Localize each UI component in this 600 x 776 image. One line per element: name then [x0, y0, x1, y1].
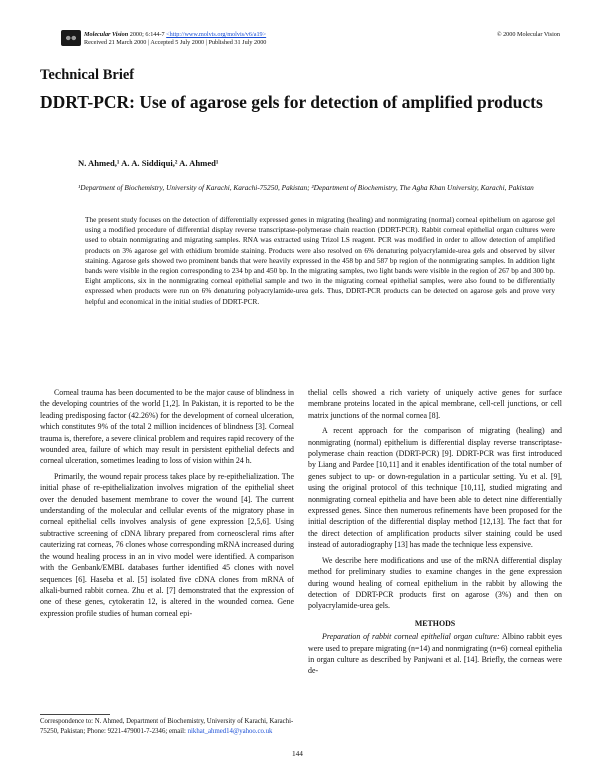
authors: N. Ahmed,¹ A. A. Siddiqui,² A. Ahmed¹ — [78, 158, 219, 168]
paragraph: Primarily, the wound repair process takes place by re-epithelialization. The initial phase of re-epithelialization involves migration of the epithelial sheet over the denuded basement membrane to cover the wound [4]. The current understanding of the molecular and cellular events of the migratory phase in corneal epithelial cells involves analysis of gene expression [2,5,6]. Using subtractive screening of cDNA library prepared from corneoscleral rims after cauterizing rat corneas, 76 clones whose corresponding mRNA increased during the wound healing process in an in vivo model were identified. A comparison with the Genbank/EMBL databases further identified 45 clones with novel sequences [6]. Haseba et al. [5] isolated five cDNA clones from mRNA of alkali-burned rabbit cornea. Zhu et al. [7] demonstrated that the expression of one of these genes, cytokeratin 12, is altered in the wounded cornea. Gene expression profile studies of human corneal epi- — [40, 471, 294, 618]
journal-name: Molecular Vision — [84, 31, 129, 38]
paragraph: We describe here modifications and use of the mRNA differential display method for preliminary studies to examine changes in the gene expression during wound healing of corneal epithelium in the rabbit by allowing the detection of DDRT-PCR products first on agarose (3%) and then on polyacrylamide-urea gels. — [308, 555, 562, 611]
section-label: Technical Brief — [40, 67, 135, 83]
methods-heading: METHODS — [414, 618, 456, 628]
page-number: 144 — [292, 749, 303, 758]
journal-citation — [84, 31, 266, 39]
body-column-right — [308, 387, 562, 677]
publication-dates: Received 21 March 2000 | Accepted 5 July 2000 | Published 31 July 2000 — [84, 39, 267, 46]
email-link[interactable]: nikhat_ahmed14@yahoo.co.uk — [187, 727, 273, 735]
paragraph: A recent approach for the comparison of migrating (healing) and nonmigrating (normal) epithelium is differential display reverse transcriptase-polymerase chain reaction (DDRT-PCR) [9]. DDRT-PCR was first introduced by Liang and Pardee [10,11] and it enables identification of the total number of genes subject to up- or down-regulation in a particular setting. Yu et al. [9], using the original protocol of this technique [10,11], studied migrating and nonmigrating corneal epithelia and have been able to detect nine differentially expressed genes. Since then numerous refinements have been proposed for the initial description of the differential display method [12,13]. The fact that for the direct detection of amplification products silver staining could be used instead of autoradiography [13] has made the technique less expensive. — [308, 426, 562, 550]
paragraph: Corneal trauma has been documented to be the major cause of blindness in the developing countries of the world [1,2]. In Pakistan, it is reported to be the leading predisposing factor (42.26%) for the development of corneal ulceration, which constitutes 9% of the total 2 million incidences of blindness [3]. Corneal trauma is, therefore, a severe clinical problem and requires rapid recovery of the wounded area, failure of which may result in persistent epithelial defects and corneal ulceration, sometimes leading to loss of vision within 24 h. — [40, 388, 294, 466]
affiliations: ¹Department of Biochemistry, University of Karachi, Karachi-75250, Pakistan; ²Department of Biochemistry, The Agha Khan University, Karachi, Pakistan — [78, 183, 534, 192]
footnote-divider — [40, 714, 110, 715]
correspondence-footnote — [40, 717, 294, 736]
footnote-text: Correspondence to: N. Ahmed, Department of Biochemistry, University of Karachi, Karachi-75250, Pakistan; Phone: 9221-479001-7-2346; email: — [40, 718, 294, 735]
methods-text: Albino rabbit eyes were used to prepare migrating (n=14) and nonmigrating (n=6) corneal epithelia in organ culture as described by Panjwani et al. [14]. Briefly, the corneas were de- — [308, 632, 563, 676]
methods-paragraph — [308, 631, 562, 677]
paper-title: DDRT-PCR: Use of agarose gels for detection of amplified products — [40, 92, 543, 112]
copyright: © 2000 Molecular Vision — [496, 31, 560, 38]
abstract: The present study focuses on the detection of differentially expressed genes in migrating (healing) and nonmigrating (normal) corneal epithelium on agarose gel using a modified procedure of differential display reverse transcriptase-polymerase chain reaction (DDRT-PCR). Rabbit corneal epithelial organ cultures were used to obtain nonmigrating and migrating samples. RNA was extracted using Trizol LS reagent. PCR was modified in order to allow detection of amplified products on 3% agarose gel with ethidium bromide staining. Products were also resolved on 6% denaturing polyacrylamide-urea gels and observed by silver staining. Agarose gels showed two prominent bands that were heavily expressed in the 458 bp and 587 bp region of the nonmigrating samples. In addition light bands were visible in the region corresponding to 234 bp and 450 bp. In the migrating samples, two light bands were visible in the region of 267 bp and 300 bp. Eight amplicons, six in the nonmigrating corneal epithelial sample and two in the migrating corneal epithelial samples, were also found to be differentially expressed when products were run on 6% denaturing polyacrylamide-urea gels. Thus, DDRT-PCR products can be detected on agarose gels and prove very helpful and economical in the initial studies of DDRT-PCR. — [85, 215, 555, 306]
body-column-left — [40, 387, 294, 619]
journal-ref: 2000; 6:144-7 — [128, 31, 167, 38]
paragraph: thelial cells showed a rich variety of uniquely active genes for surface membrane proteins located in the apical membrane, cell-cell junctions, or cell matrix junctions of the normal cornea [8]. — [308, 388, 562, 420]
methods-subheading: Preparation of rabbit corneal epithelial organ culture: — [322, 632, 500, 642]
journal-url-link[interactable]: <http://www.molvis.org/molvis/v6/a19> — [166, 31, 267, 38]
journal-logo-icon — [61, 30, 81, 46]
